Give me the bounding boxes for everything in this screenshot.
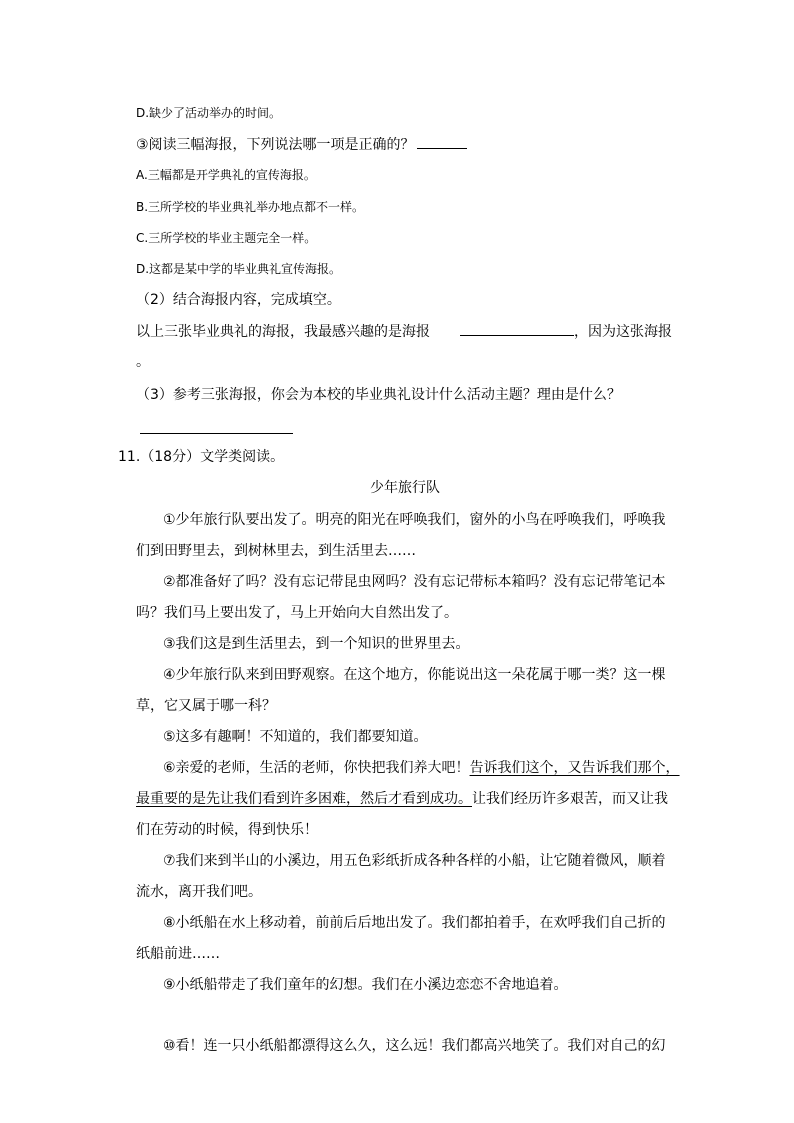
answer-line-part-3[interactable]: [140, 433, 293, 434]
passage-line: 草，它又属于哪一科？: [136, 698, 276, 714]
passage-title: 少年旅行队: [370, 480, 440, 496]
fill-in-sentence: [136, 321, 672, 342]
question-11-header: 11.（18分）文学类阅读。: [118, 449, 285, 465]
option-b: B.三所学校的毕业典礼举办地点都不一样。: [136, 200, 365, 214]
paragraph-6-line-2: [136, 789, 668, 809]
fill-text-a: 以上三张毕业典礼的海报，我最感兴趣的是海报: [136, 324, 430, 340]
option-d: D.这都是某中学的毕业典礼宣传海报。: [136, 262, 342, 276]
paragraph-6-line-3: 们在劳动的时候，得到快乐！: [136, 822, 318, 838]
passage-line: ⑨小纸船带走了我们童年的幻想。我们在小溪边恋恋不舍地追着。: [163, 977, 568, 993]
p6-underlined-text: 最重要的是先让我们看到许多困难，然后才看到成功。: [136, 791, 472, 807]
passage-line: ③我们这是到生活里去，到一个知识的世界里去。: [163, 636, 470, 652]
question-10-sub-3: [136, 134, 467, 155]
fill-sentence-end: 。: [136, 354, 150, 370]
part-2-heading: （2）结合海报内容，完成填空。: [136, 292, 341, 308]
passage-line: ⑧小纸船在水上移动着，前前后后地出发了。我们都拍着手，在欢呼我们自己折的: [163, 915, 666, 931]
passage-line: ④少年旅行队来到田野观察。在这个地方，你能说出这一朵花属于哪一类？这一棵: [163, 667, 666, 683]
passage-line: ①少年旅行队要出发了。明亮的阳光在呼唤我们，窗外的小鸟在呼唤我们，呼唤我: [163, 512, 666, 528]
part-3-heading: （3）参考三张海报，你会为本校的毕业典礼设计什么活动主题？理由是什么？: [136, 387, 621, 403]
passage-line: 纸船前进……: [136, 946, 220, 962]
passage-line: ⑤这多有趣啊！不知道的，我们都要知道。: [163, 729, 428, 745]
passage-line: ②都准备好了吗？没有忘记带昆虫网吗？没有忘记带标本箱吗？没有忘记带笔记本: [163, 574, 666, 590]
option-d-previous: D.缺少了活动举办的时间。: [136, 106, 282, 120]
option-a: A.三幅都是开学典礼的宣传海报。: [136, 168, 316, 182]
fill-text-b: ，因为这张海报: [574, 324, 672, 340]
passage-line: ⑦我们来到半山的小溪边，用五色彩纸折成各种各样的小船，让它随着微风，顺着: [163, 853, 666, 869]
p6-text: 让我们经历许多艰苦，而又让我: [472, 791, 668, 807]
fill-blank-poster[interactable]: [460, 321, 574, 336]
p6-text: ⑥亲爱的老师，生活的老师，你快把我们养大吧！: [163, 760, 470, 776]
p6-underlined-text: 告诉我们这个，又告诉我们那个，: [469, 760, 680, 776]
answer-blank-sub-3[interactable]: [417, 134, 467, 149]
paragraph-6-line-1: [163, 758, 680, 778]
passage-line: 们到田野里去，到树林里去，到生活里去……: [136, 543, 416, 559]
sub-3-text: ③阅读三幅海报，下列说法哪一项是正确的？: [136, 137, 415, 153]
option-c: C.三所学校的毕业主题完全一样。: [136, 231, 317, 245]
passage-line: ⑩看！连一只小纸船都漂得这么久，这么远！我们都高兴地笑了。我们对自己的幻: [163, 1038, 666, 1054]
passage-line: 吗？我们马上要出发了，马上开始向大自然出发了。: [136, 605, 458, 621]
passage-line: 流水，离开我们吧。: [136, 884, 262, 900]
